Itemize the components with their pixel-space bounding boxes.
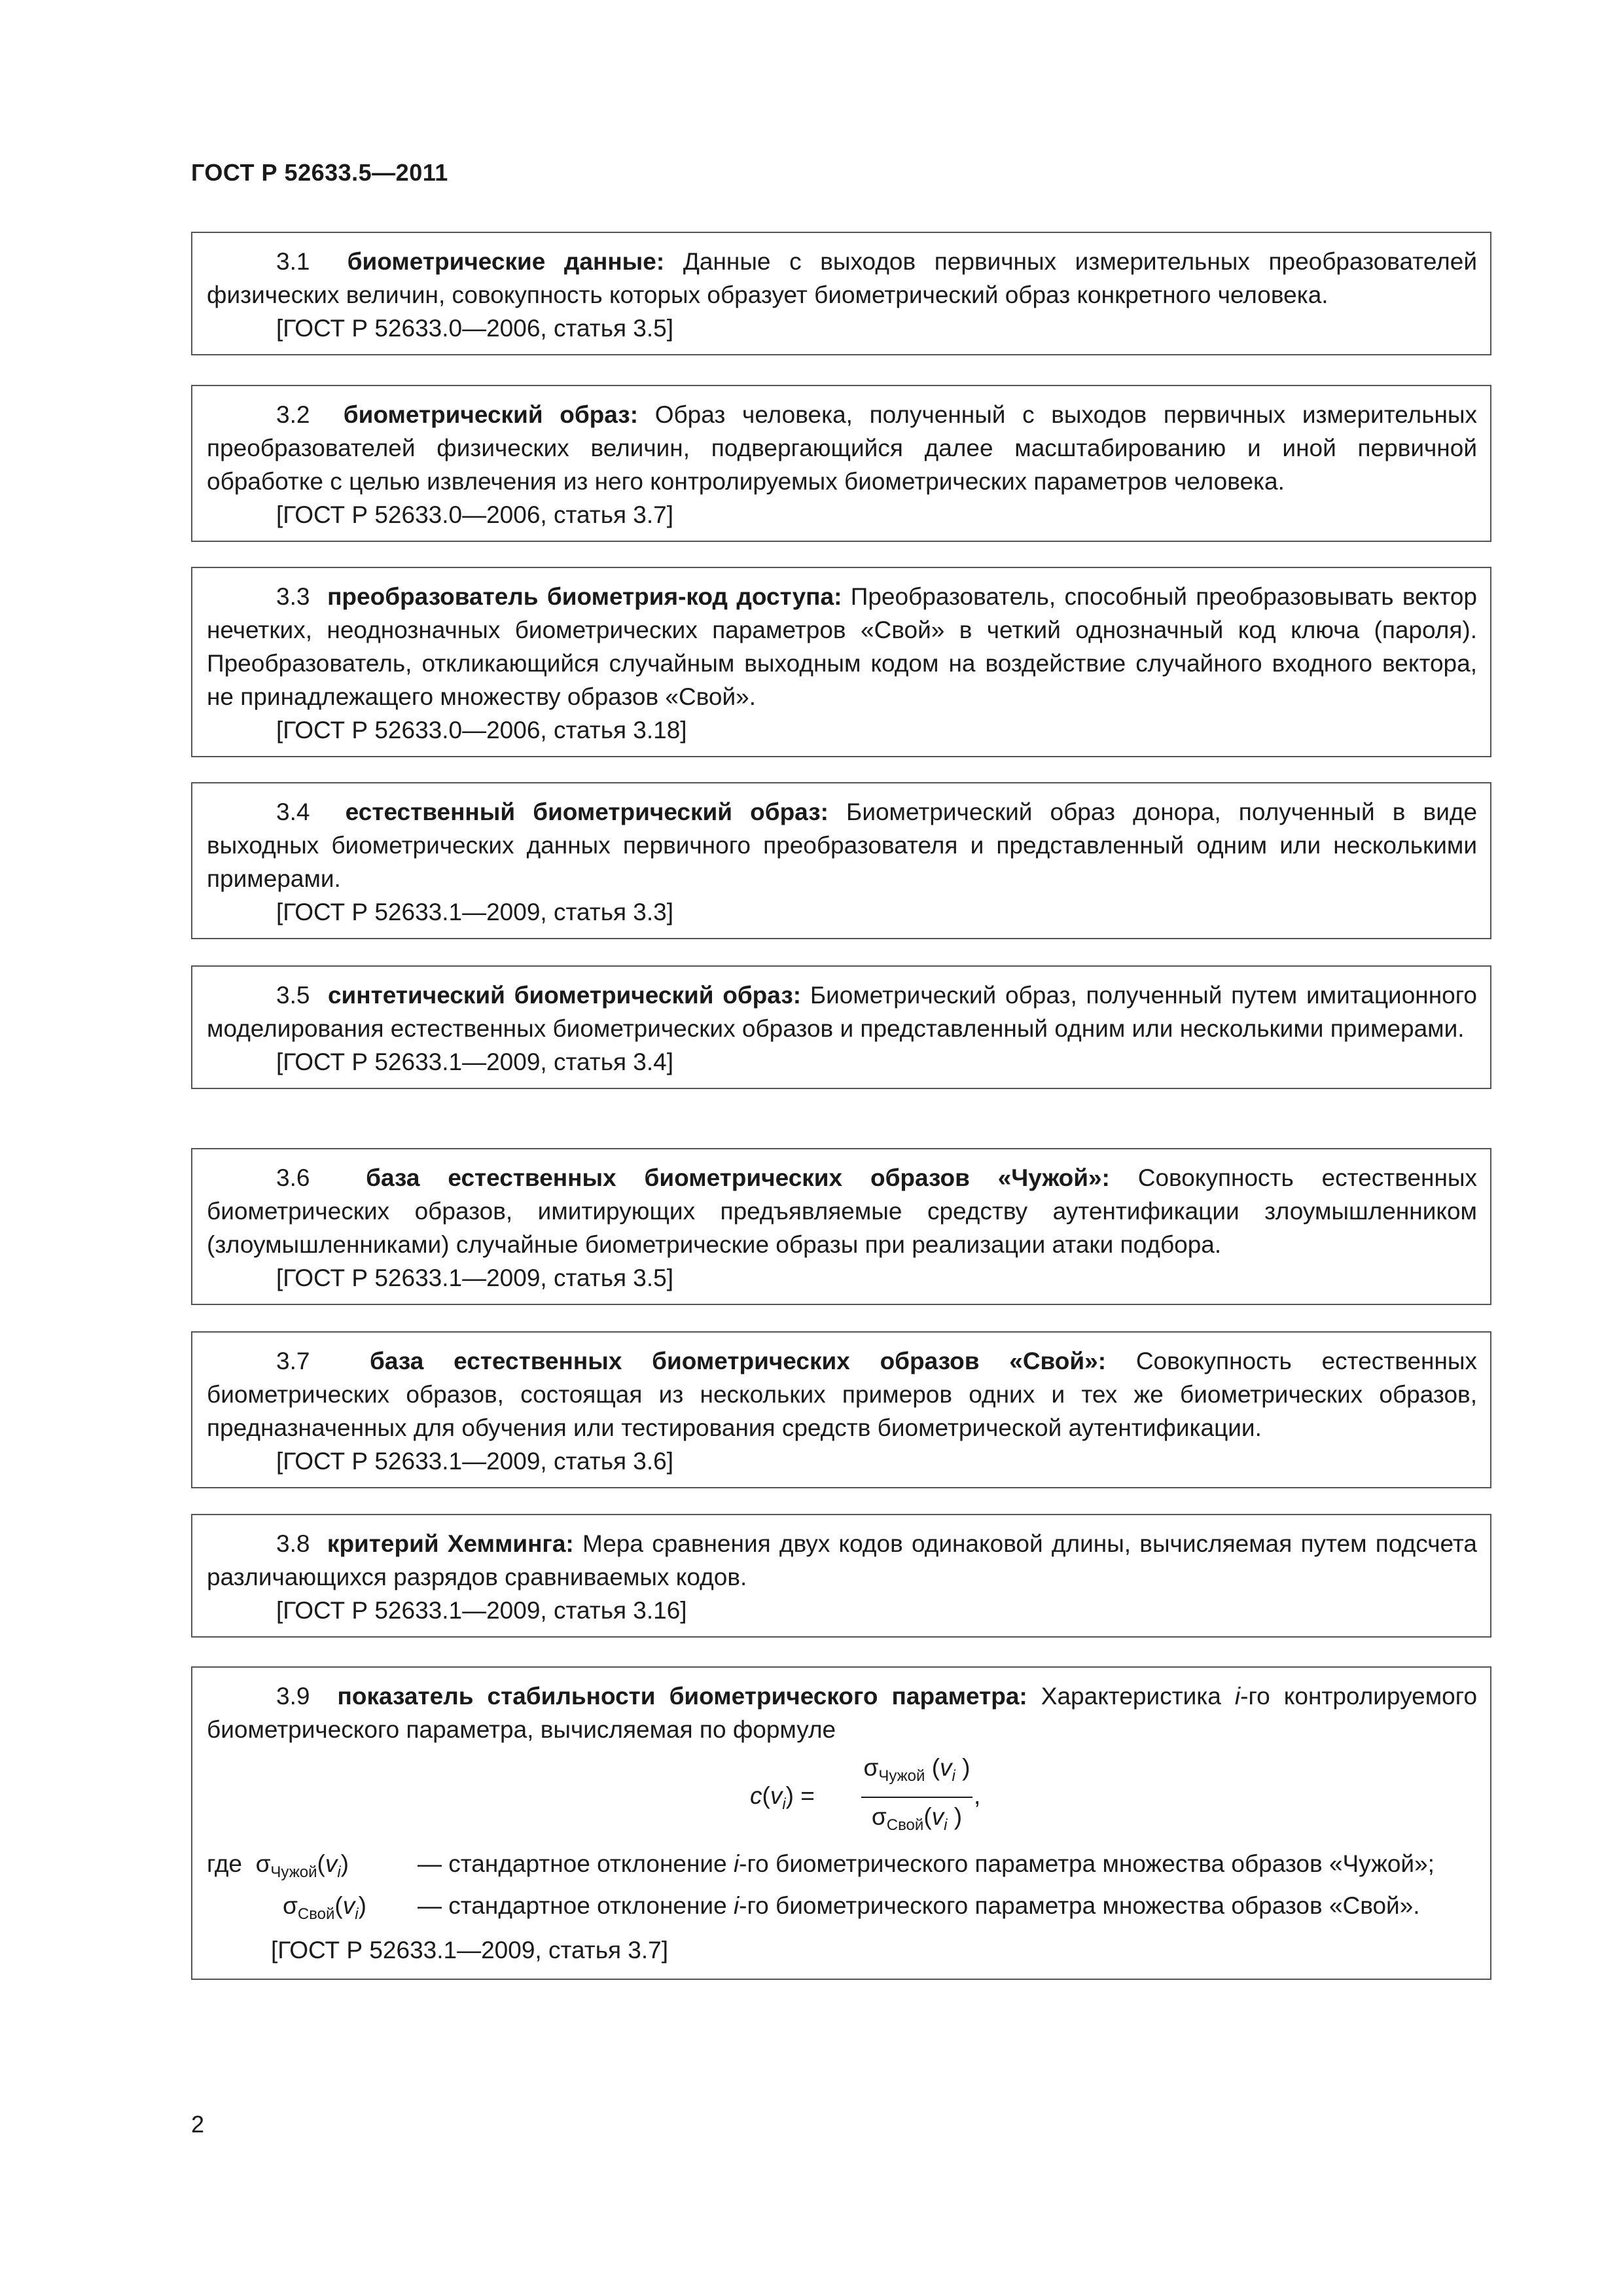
definition-body: Совокупность естественных биометрических образов, состоящая из нескольких примеров одних и тех же биометрических образов, предназначенных для обучения или тестирования средств биометрической аутентификации. (207, 1348, 1477, 1441)
definition-source: [ГОСТ Р 52633.1—2009, статья 3.3] (276, 899, 674, 925)
explanation-symbol: где $\sigma_{Чужой}(v_i)$ (207, 1850, 349, 1881)
definition-number: 3.4 (276, 798, 310, 825)
definition-source: [ГОСТ Р 52633.1—2009, статья 3.6] (276, 1448, 674, 1475)
fraction-bar (861, 1797, 972, 1798)
definition-text (207, 795, 1477, 895)
definition-term: показатель стабильности биометрического параметра: (337, 1683, 1027, 1710)
definition-box-3-2 (191, 385, 1491, 542)
explanation-row-own (207, 1889, 1477, 1931)
definition-number: 3.2 (276, 401, 310, 428)
formula-denominator: $\sigma_{Свой}(v_i$ ) (871, 1803, 963, 1834)
definition-term: биометрические данные: (347, 248, 665, 275)
definition-source: [ГОСТ Р 52633.1—2009, статья 3.5] (276, 1265, 674, 1291)
formula-comma: , (974, 1782, 981, 1809)
definition-text (207, 245, 1477, 312)
definition-term: база естественных биометрических образов «Свой»: (369, 1348, 1107, 1374)
stability-formula (207, 1751, 1477, 1843)
definition-text (207, 978, 1477, 1045)
definition-source: [ГОСТ Р 52633.0—2006, статья 3.5] (276, 315, 674, 342)
definition-source: [ГОСТ Р 52633.1—2009, статья 3.7] (271, 1937, 669, 1964)
index-variable: i (1234, 1683, 1241, 1710)
definition-term: база естественных биометрических образов «Чужой»: (366, 1164, 1110, 1191)
definition-text (207, 1344, 1477, 1444)
definition-text (207, 1161, 1477, 1261)
definition-box-3-1 (191, 232, 1491, 355)
definition-term: синтетический биометрический образ: (327, 982, 802, 1009)
definition-box-3-8 (191, 1514, 1491, 1638)
definition-body: Данные с выходов первичных измерительных преобразователей физических величин, совокупность которых образует биометрический образ конкретного человека. (207, 248, 1478, 308)
page-number: 2 (191, 2111, 205, 2138)
definition-body: Совокупность естественных биометрических образов, имитирующих предъявляемые средству аутентификации злоумышленником (злоумышленниками) случайные биометрические образы при реализации атаки подбора. (207, 1164, 1477, 1258)
definition-number: 3.3 (276, 583, 310, 610)
definition-number: 3.9 (276, 1683, 310, 1710)
definition-box-3-3 (191, 567, 1491, 757)
definition-text (207, 1679, 1477, 1746)
definition-body: Характеристика (1041, 1683, 1235, 1710)
definition-box-3-5 (191, 965, 1491, 1089)
definition-term: биометрический образ: (343, 401, 639, 428)
definition-term: естественный биометрический образ: (345, 798, 829, 825)
definition-box-3-7 (191, 1331, 1491, 1488)
definition-number: 3.8 (276, 1530, 310, 1557)
definition-body: Мера сравнения двух кодов одинаковой длины, вычисляемая путем подсчета различающихся разрядов сравниваемых кодов. (207, 1530, 1478, 1590)
definition-text (207, 1527, 1477, 1594)
definition-source: [ГОСТ Р 52633.0—2006, статья 3.18] (276, 717, 687, 744)
definition-term: преобразователь биометрия-код доступа: (327, 583, 842, 610)
definition-body: Преобразователь, способный преобразовывать вектор нечетких, неоднозначных биометрических параметров «Свой» в четкий однозначный код ключа (пароля). Преобразователь, откликающийся случайным выходным кодом на воздействие случайного входного вектора, не принадлежащего множеству образов «Свой». (207, 583, 1478, 710)
definition-term: критерий Хемминга: (327, 1530, 574, 1557)
definition-number: 3.7 (276, 1348, 310, 1374)
explanation-row-alien (207, 1847, 1477, 1889)
definition-box-3-9 (191, 1666, 1491, 1980)
definition-body: Образ человека, полученный с выходов первичных измерительных преобразователей физических величин, подвергающийся далее масштабированию и иной первичной обработке с целью извлечения из него контролируемых биометрических параметров человека. (207, 401, 1477, 495)
document-header: ГОСТ Р 52633.5—2011 (191, 159, 448, 186)
definition-box-3-4 (191, 782, 1491, 939)
definition-source: [ГОСТ Р 52633.1—2009, статья 3.4] (276, 1049, 674, 1075)
definition-body-continued: -го контролируемого биометрического параметра, вычисляемая по формуле (207, 1683, 1478, 1743)
definition-number: 3.5 (276, 982, 310, 1009)
definition-body: Биометрический образ, полученный путем имитационного моделирования естественных биометрических образов и представленный одним или несколькими примерами. (207, 982, 1478, 1042)
definition-box-3-6 (191, 1148, 1491, 1305)
definition-source: [ГОСТ Р 52633.1—2009, статья 3.16] (276, 1597, 687, 1624)
definition-source: [ГОСТ Р 52633.0—2006, статья 3.7] (276, 501, 674, 528)
explanation-text: — стандартное отклонение i-го биометрического параметра множества образов «Чужой»; (418, 1850, 1435, 1877)
definition-body: Биометрический образ донора, полученный в виде выходных биометрических данных первичного преобразователя и представленный одним или несколькими примерами. (207, 798, 1478, 892)
formula-fraction (861, 1751, 972, 1842)
definition-number: 3.1 (276, 248, 310, 275)
explanation-text: — стандартное отклонение i-го биометрического параметра множества образов «Свой». (418, 1892, 1420, 1919)
definition-text (207, 580, 1477, 713)
formula-explanation (207, 1847, 1477, 1931)
definition-text (207, 398, 1477, 498)
formula-lhs: $c(v_i)$ = (750, 1782, 815, 1813)
definition-number: 3.6 (276, 1164, 310, 1191)
formula-numerator: $\sigma_{Чужой}$ ($v_i$ ) (863, 1754, 971, 1785)
explanation-symbol: $\sigma_{Свой}(v_i)$ (283, 1892, 366, 1923)
